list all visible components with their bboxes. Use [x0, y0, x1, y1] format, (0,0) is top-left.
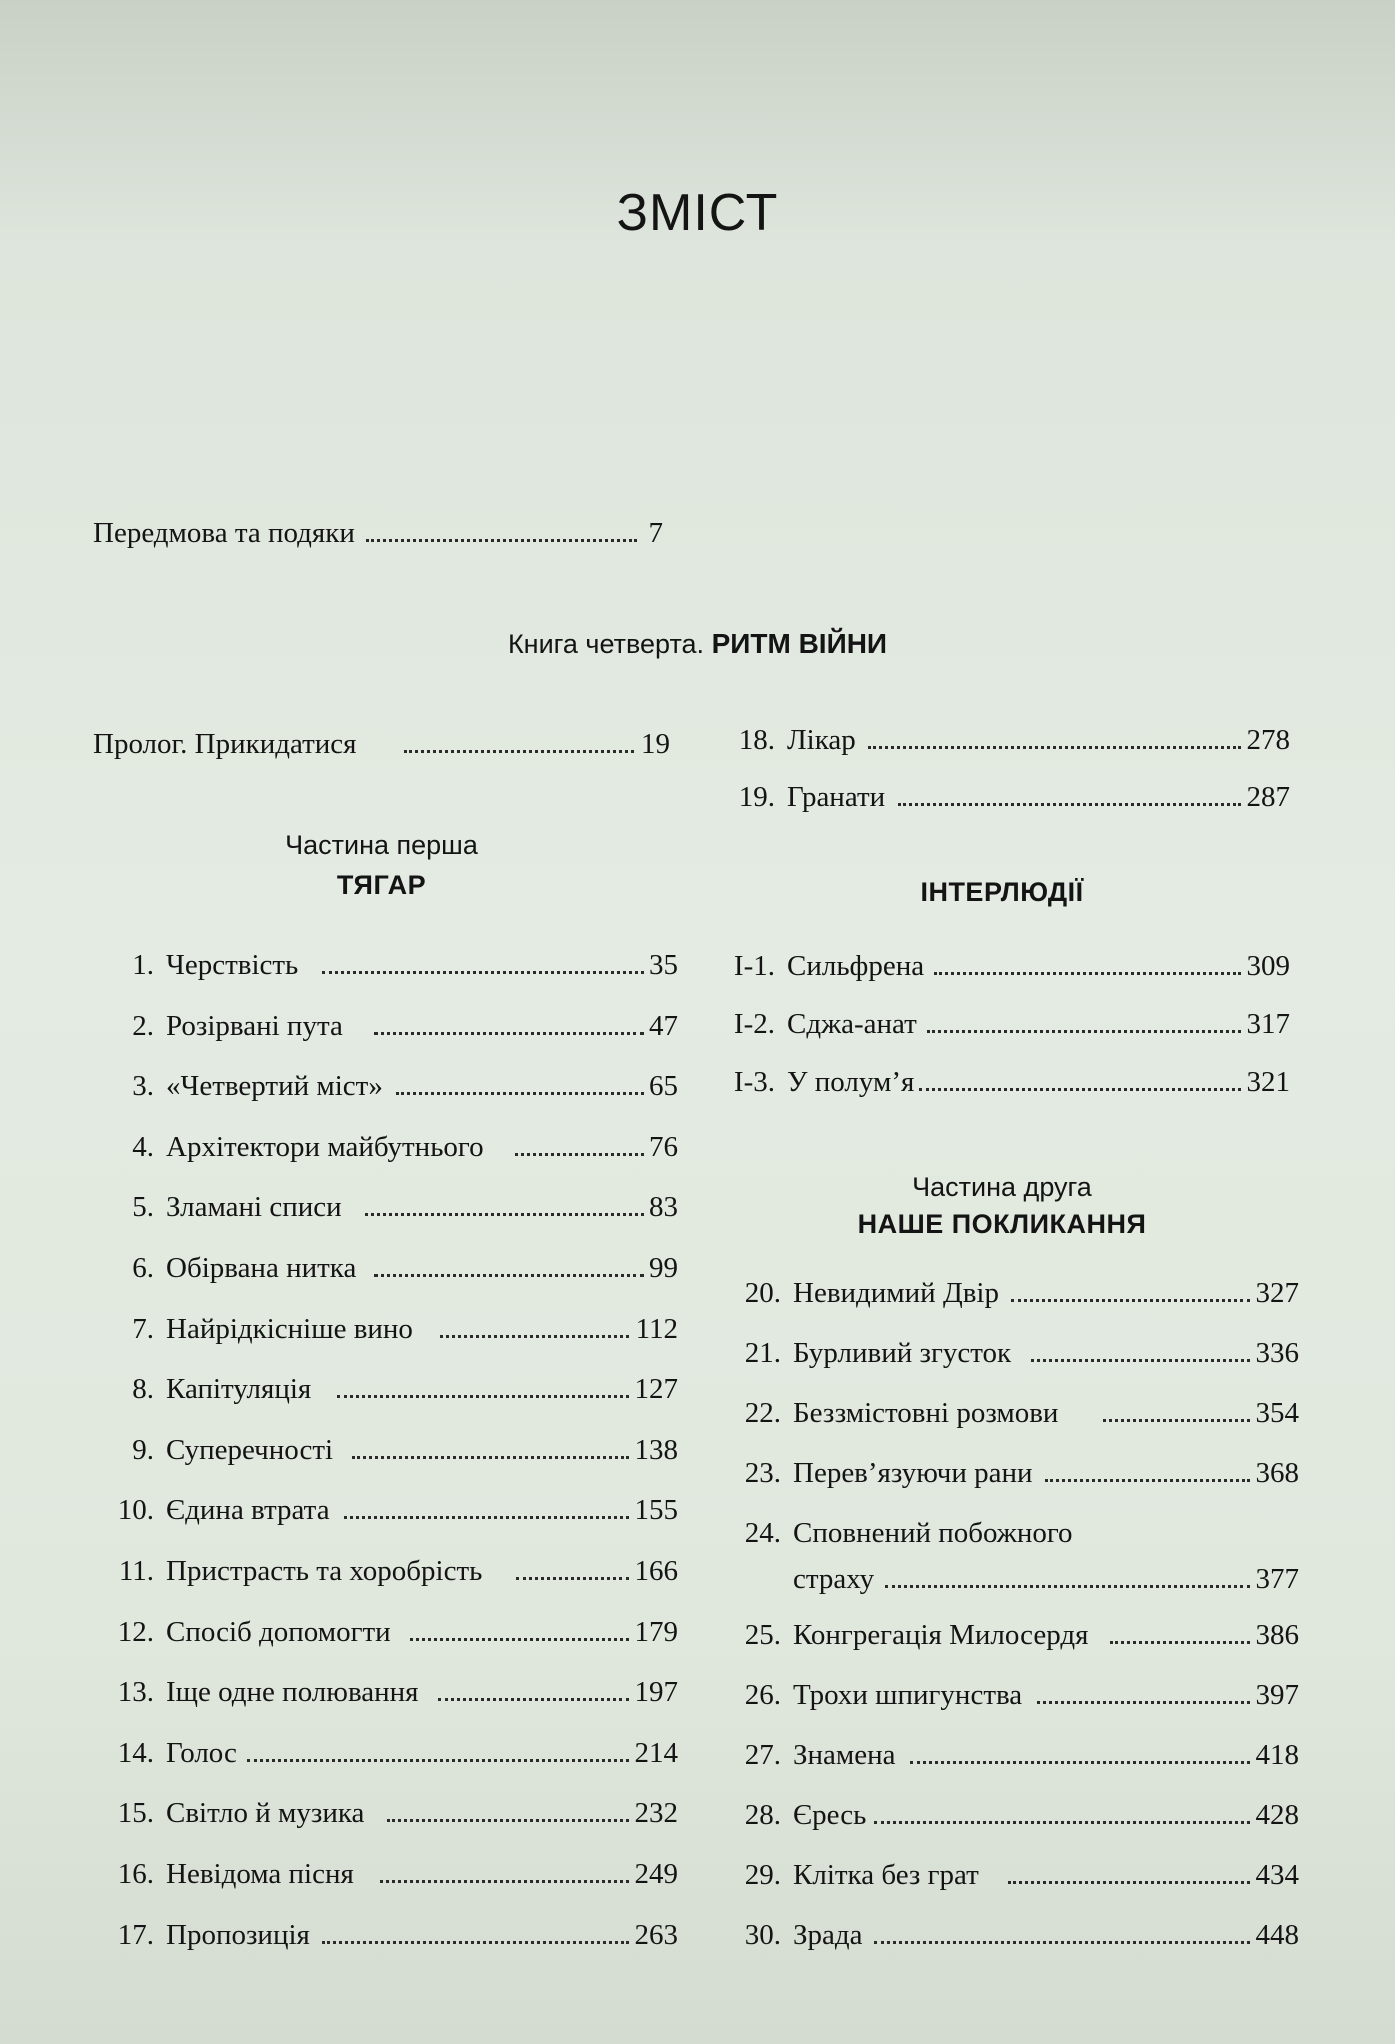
toc-entry [100, 1064, 678, 1108]
dot-leader [898, 803, 1241, 806]
dot-leader [1045, 1479, 1250, 1482]
dot-leader [410, 1638, 629, 1641]
interludes-title: ІНТЕРЛЮДІЇ [920, 877, 1084, 907]
entry-number: 24. [744, 1517, 781, 1549]
entry-label: Клітка без грат [793, 1859, 979, 1891]
page-title: ЗМІСТ [616, 184, 779, 242]
toc-entry [100, 943, 678, 987]
toc-entry [715, 1331, 1299, 1375]
entry-number: 4. [132, 1130, 154, 1163]
toc-entry [715, 1673, 1299, 1717]
toc-entry [715, 1733, 1299, 1777]
dot-leader [440, 1335, 629, 1338]
entry-number: 10. [117, 1494, 154, 1527]
dot-leader [438, 1698, 629, 1701]
entry-page: 336 [1255, 1337, 1299, 1369]
entry-page: 428 [1255, 1799, 1299, 1831]
dot-leader [1008, 1881, 1250, 1884]
dot-leader [322, 1941, 629, 1944]
entry-number: 2. [132, 1009, 154, 1042]
entry-page: 418 [1255, 1739, 1299, 1771]
dot-leader [374, 1032, 644, 1035]
entry-page: 214 [634, 1736, 678, 1769]
entry-label: Конгрегація Милосердя [793, 1619, 1089, 1651]
entry-page: 397 [1255, 1679, 1299, 1711]
entry-number: 15. [117, 1797, 154, 1830]
entry-label: Сильфрена [787, 950, 925, 982]
toc-entry [715, 718, 1290, 762]
entry-label: Зламані списи [166, 1191, 342, 1224]
entry-number: І-1. [733, 950, 775, 982]
part-one-label: Частина перша [285, 830, 478, 860]
entry-number: 21. [744, 1337, 781, 1369]
entry-label: Пропозиція [166, 1918, 310, 1951]
dot-leader [387, 1819, 629, 1822]
toc-entry [715, 1853, 1299, 1897]
entry-page: 138 [634, 1433, 678, 1466]
dot-leader [344, 1516, 629, 1519]
toc-entry [715, 1793, 1299, 1837]
entry-page: 155 [634, 1494, 678, 1527]
entry-page: 47 [649, 1009, 678, 1042]
entry-number: 17. [117, 1918, 154, 1951]
entry-number: 9. [132, 1433, 154, 1466]
entry-number: 30. [744, 1919, 781, 1951]
dot-leader [1037, 1701, 1250, 1704]
dot-leader [404, 750, 634, 753]
entry-number: 5. [132, 1191, 154, 1224]
entry-number: 26. [744, 1679, 781, 1711]
entry-label: Беззмістовні розмови [793, 1397, 1059, 1429]
toc-entry [715, 1613, 1299, 1657]
entry-label: Сповнений побожного [793, 1517, 1073, 1549]
book-heading-prefix: Книга четверта. [507, 629, 705, 659]
entry-label: Лікар [787, 724, 856, 756]
toc-entry-prologue [93, 722, 670, 766]
entry-page: 354 [1255, 1397, 1299, 1429]
entry-label: Невідома пісня [166, 1858, 354, 1890]
toc-entry [100, 1125, 678, 1169]
entry-number: 12. [117, 1615, 154, 1648]
entry-page: 309 [1246, 950, 1290, 982]
entry-label: Архітектори майбутнього [166, 1130, 484, 1163]
toc-entry-foreword [93, 511, 663, 555]
entry-label: Невидимий Двір [793, 1277, 999, 1309]
entry-number: 14. [117, 1736, 154, 1769]
entry-page: 278 [1246, 724, 1290, 756]
entry-label: Спосіб допомогти [166, 1615, 391, 1648]
toc-entry [100, 1004, 678, 1048]
entry-page: 327 [1255, 1277, 1299, 1309]
entry-page: 368 [1255, 1457, 1299, 1489]
entry-number: 20. [744, 1277, 781, 1309]
entry-page: 434 [1255, 1859, 1299, 1891]
entry-page: 127 [634, 1373, 678, 1406]
entry-label: Гранати [787, 781, 886, 813]
entry-label: Пристрасть та хоробрість [166, 1555, 483, 1587]
dot-leader [1103, 1419, 1250, 1422]
dot-leader [380, 1880, 629, 1883]
entry-page: 99 [649, 1252, 678, 1284]
entry-number: 3. [132, 1070, 154, 1103]
entry-page: 112 [635, 1312, 678, 1345]
entry-number: 6. [132, 1252, 154, 1284]
dot-leader [396, 1092, 644, 1095]
toc-entry [100, 1731, 678, 1775]
toc-entry [100, 1791, 678, 1835]
toc-entry [100, 1852, 678, 1896]
dot-leader [874, 1821, 1250, 1824]
toc-entry [715, 1451, 1299, 1495]
toc-entry [100, 1428, 678, 1472]
entry-label: Єдина втрата [166, 1494, 330, 1527]
entry-label: Обірвана нитка [166, 1252, 357, 1284]
dot-leader [919, 1088, 1241, 1091]
entry-page: 19 [641, 728, 670, 760]
entry-number: 11. [118, 1555, 154, 1587]
part-two-label: Частина друга [912, 1172, 1092, 1202]
toc-entry [715, 1913, 1299, 1957]
entry-label: Передмова та подяки [93, 517, 355, 549]
dot-leader [247, 1759, 629, 1762]
toc-entry [715, 1002, 1290, 1046]
dot-leader [927, 1030, 1241, 1033]
entry-label: Капітуляція [166, 1373, 312, 1406]
entry-page: 287 [1246, 781, 1290, 813]
entry-label: Пролог. Прикидатися [93, 728, 357, 760]
dot-leader [874, 1941, 1250, 1944]
entry-number: 1. [132, 949, 154, 981]
toc-entry [100, 1307, 678, 1351]
toc-entry [715, 1271, 1299, 1315]
entry-number: 29. [744, 1859, 781, 1891]
entry-label: Трохи шпигунства [793, 1679, 1023, 1711]
entry-number: І-2. [733, 1008, 775, 1040]
dot-leader [1011, 1299, 1250, 1302]
entry-number: 28. [744, 1799, 781, 1831]
part-two-title: НАШЕ ПОКЛИКАННЯ [857, 1209, 1147, 1239]
dot-leader [910, 1761, 1250, 1764]
dot-leader [374, 1274, 644, 1277]
entry-number: 23. [744, 1457, 781, 1489]
book-heading-title: РИТМ ВІЙНИ [711, 628, 888, 659]
toc-entry [100, 1246, 678, 1290]
dot-leader [885, 1585, 1250, 1588]
entry-page: 377 [1255, 1563, 1299, 1595]
entry-number: 25. [744, 1619, 781, 1651]
dot-leader [322, 971, 644, 974]
entry-page: 197 [634, 1676, 678, 1709]
entry-page: 7 [648, 517, 663, 549]
entry-page: 166 [634, 1555, 678, 1587]
entry-page: 76 [649, 1130, 678, 1163]
entry-label: Черствість [166, 949, 299, 981]
dot-leader [868, 746, 1241, 749]
entry-label: Іще одне полювання [166, 1676, 419, 1709]
dot-leader [515, 1153, 644, 1156]
entry-number: 19. [738, 781, 775, 813]
entry-label: Суперечності [166, 1433, 334, 1466]
toc-entry [715, 1391, 1299, 1435]
entry-page: 83 [649, 1191, 678, 1224]
dot-leader [366, 539, 637, 542]
entry-label: Розірвані пута [166, 1009, 343, 1042]
entry-label: Світло й музика [166, 1797, 365, 1830]
entry-page: 35 [649, 949, 678, 981]
toc-entry [100, 1367, 678, 1411]
entry-page: 386 [1255, 1619, 1299, 1651]
entry-label-continuation: страху [793, 1563, 875, 1595]
entry-label: Голос [166, 1736, 237, 1769]
entry-page: 448 [1255, 1919, 1299, 1951]
entry-label: Сджа-анат [787, 1008, 917, 1040]
entry-page: 321 [1246, 1066, 1290, 1098]
dot-leader [365, 1213, 644, 1216]
toc-entry [715, 1060, 1290, 1104]
entry-label: Єресь [793, 1799, 867, 1831]
entry-number: 22. [744, 1397, 781, 1429]
entry-page: 249 [634, 1858, 678, 1890]
entry-number: 18. [738, 724, 775, 756]
toc-entry [715, 775, 1290, 819]
toc-entry [100, 1610, 678, 1654]
entry-number: 27. [744, 1739, 781, 1771]
book-heading [0, 628, 1395, 660]
entry-label: «Четвертий міст» [166, 1070, 383, 1103]
part-one-title: ТЯГАР [336, 870, 427, 900]
dot-leader [516, 1577, 629, 1580]
entry-label: Бурливий згусток [793, 1337, 1012, 1369]
entry-number: 8. [132, 1373, 154, 1406]
dot-leader [1031, 1359, 1250, 1362]
entry-page: 317 [1246, 1008, 1290, 1040]
dot-leader [934, 972, 1241, 975]
entry-label: Зрада [793, 1919, 863, 1951]
entry-number: І-3. [733, 1066, 775, 1098]
entry-page: 232 [634, 1797, 678, 1830]
toc-entry [715, 944, 1290, 988]
entry-page: 263 [634, 1918, 678, 1951]
entry-number: 13. [117, 1676, 154, 1709]
toc-entry [100, 1488, 678, 1532]
entry-page: 65 [649, 1070, 678, 1103]
toc-entry [100, 1549, 678, 1593]
toc-entry [100, 1185, 678, 1229]
dot-leader [1110, 1641, 1250, 1644]
dot-leader [352, 1456, 629, 1459]
entry-label: Перев’язуючи рани [793, 1457, 1033, 1489]
toc-entry [100, 1670, 678, 1714]
toc-entry [100, 1913, 678, 1957]
entry-page: 179 [634, 1615, 678, 1648]
entry-number: 7. [132, 1312, 154, 1345]
toc-entry [715, 1511, 1299, 1603]
entry-label: Найрідкісніше вино [166, 1312, 413, 1345]
entry-label: У полум’я [787, 1066, 915, 1098]
entry-number: 16. [117, 1858, 154, 1890]
entry-label: Знамена [793, 1739, 896, 1771]
dot-leader [337, 1395, 629, 1398]
